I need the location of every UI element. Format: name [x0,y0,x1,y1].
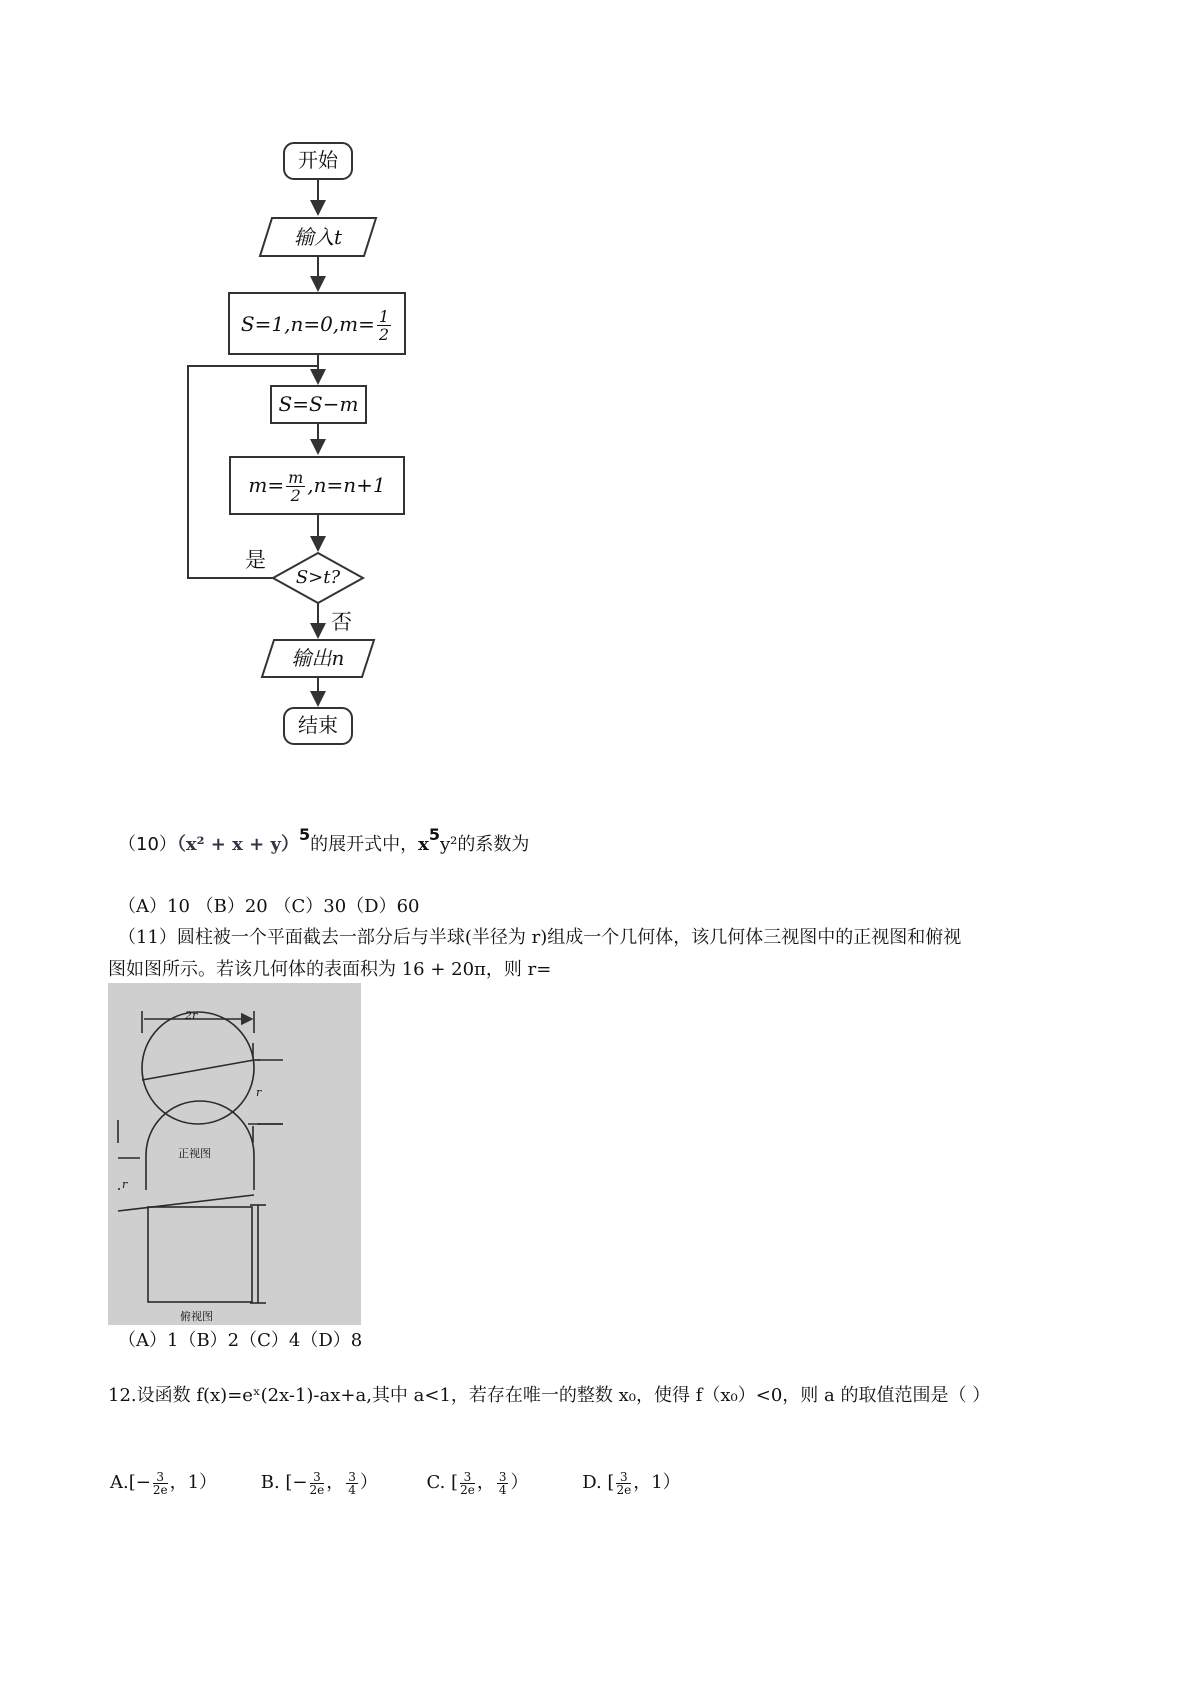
input-label: 输入t [293,225,343,249]
q10-term-x: x [418,834,429,855]
q10-term-x-pow: 5 [428,825,440,844]
q12-option-b: B. [− $\frac{3}{2e}$ ， $\frac{3}{4}$ ） [260,1469,378,1497]
question-11-line2: 图如图所示。若该几何体的表面积为 16 + 20π，则 r= [108,959,552,980]
q10-mid: 的展开式中， [310,834,419,855]
q12-option-a: A.[− $\frac{3}{2e}$ ，1） [110,1469,218,1497]
q12-option-d: D. [ $\frac{3}{2e}$ ，1） [582,1469,681,1497]
condition-label: S>t? [295,567,341,588]
question-12-options [110,1463,722,1503]
flowchart [0,0,1200,760]
step1-label: S=S−m [278,392,359,416]
label-r-top: r [122,1178,128,1191]
label-top-view: 俯视图 [180,1310,213,1323]
three-view-drawing [108,983,361,1325]
question-12-stem: 12.设函数 f(x)=eˣ(2x-1)-ax+a,其中 a<1，若存在唯一的整数 x₀，使得 f（x₀）<0，则 a 的取值范围是（ ） [108,1385,991,1406]
question-11-options: （A）1（B）2（C）4（D）8 [118,1330,363,1351]
start-label: 开始 [298,148,338,172]
q10-expression: （x² + x + y） [176,834,299,855]
question-10-number: （10） [118,834,177,855]
question-11-line1: （11）圆柱被一个平面截去一部分后与半球(半径为 r)组成一个几何体，该几何体三视图中的正视图和俯视 [118,927,962,948]
init-label: S=1,n=0,m= $\frac{1}{2}$ [240,307,390,344]
question-10 [118,825,530,859]
q10-tail: 的系数为 [457,834,530,855]
output-label: 输出n [291,646,345,670]
question-10-options: （A）10 （B）20 （C）30（D）60 [118,896,420,917]
no-label: 否 [331,610,352,634]
label-r-front: r [256,1086,262,1099]
q10-term-y: y² [439,834,458,855]
three-view-figure [108,983,361,1325]
step2-label: m= $\frac{m}{2}$ ,n=n+1 [248,468,386,505]
label-front-view: 正视图 [178,1147,211,1160]
yes-label: 是 [245,548,266,572]
q10-power: 5 [298,825,311,844]
end-label: 结束 [298,713,338,737]
q12-option-c: C. [ $\frac{3}{2e}$ ， $\frac{3}{4}$ ） [426,1469,529,1497]
label-2r: 2r [185,1009,198,1022]
